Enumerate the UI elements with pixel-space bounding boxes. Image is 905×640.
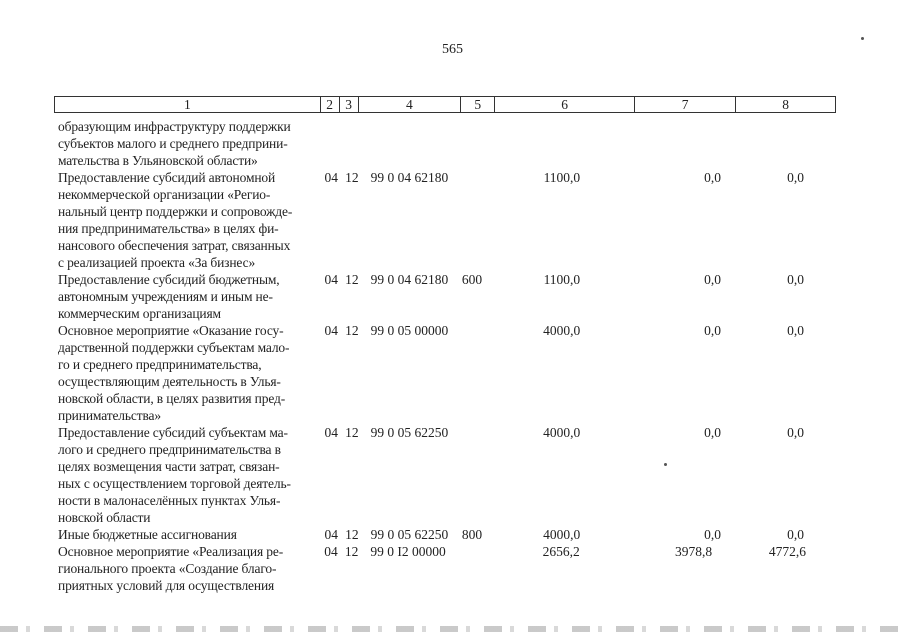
description-line: с реализацией проекта «За бизнес» bbox=[58, 255, 256, 270]
amount-col-6: 4000,0 bbox=[543, 425, 581, 440]
amount-col-8: 4772,6 bbox=[768, 544, 806, 559]
amount-col-7: 0,0 bbox=[704, 425, 721, 440]
description-line: принимательства» bbox=[58, 408, 161, 423]
section-code: 04 bbox=[324, 544, 338, 559]
description-line: нальный центр поддержки и сопровожде- bbox=[58, 204, 293, 219]
description-line: Основное мероприятие «Реализация ре- bbox=[58, 544, 284, 559]
subsection-code: 12 bbox=[345, 272, 359, 287]
amount-col-8 bbox=[737, 118, 836, 169]
description-line: осуществляющим деятельность в Улья- bbox=[58, 374, 281, 389]
description-line: целях возмещения части затрат, связан- bbox=[58, 459, 280, 474]
description-line: субъектов малого и среднего предприни- bbox=[58, 136, 288, 151]
subsection-code: 12 bbox=[345, 323, 359, 338]
row-description bbox=[54, 118, 315, 169]
expense-type-code bbox=[462, 322, 496, 424]
header-col-7: 7 bbox=[635, 97, 737, 112]
header-col-5: 5 bbox=[461, 97, 495, 112]
row-description bbox=[54, 271, 315, 322]
subsection-code bbox=[340, 118, 361, 169]
subsection-code: 12 bbox=[345, 425, 359, 440]
expense-type-code bbox=[462, 424, 496, 526]
section-code: 04 bbox=[324, 527, 338, 542]
table-body bbox=[54, 118, 836, 594]
subsection-code: 12 bbox=[345, 527, 359, 542]
description-line: го и среднего предпринимательства, bbox=[58, 357, 262, 372]
target-article-code: 99 0 04 62180 bbox=[370, 272, 449, 287]
description-line: Предоставление субсидий субъектам ма- bbox=[58, 425, 288, 440]
amount-col-7: 0,0 bbox=[704, 527, 721, 542]
scan-speck bbox=[664, 463, 667, 466]
amount-col-6: 4000,0 bbox=[543, 323, 581, 338]
header-col-3: 3 bbox=[340, 97, 359, 112]
amount-col-7 bbox=[636, 118, 737, 169]
row-description bbox=[54, 526, 315, 543]
header-col-2: 2 bbox=[321, 97, 340, 112]
table-row bbox=[54, 543, 836, 594]
description-line: Предоставление субсидий бюджетным, bbox=[58, 272, 280, 287]
amount-col-8: 0,0 bbox=[787, 323, 805, 338]
header-col-1: 1 bbox=[55, 97, 321, 112]
amount-col-8: 0,0 bbox=[787, 527, 805, 542]
amount-col-6: 2656,2 bbox=[542, 544, 580, 559]
amount-col-7: 0,0 bbox=[704, 170, 721, 185]
amount-col-6 bbox=[495, 118, 636, 169]
description-line: мательства в Ульяновской области» bbox=[58, 153, 258, 168]
description-line: Основное мероприятие «Оказание госу- bbox=[58, 323, 284, 338]
header-col-6: 6 bbox=[495, 97, 634, 112]
amount-col-6: 4000,0 bbox=[543, 527, 581, 542]
section-code bbox=[321, 118, 340, 169]
description-line: новской области, в целях развития пред- bbox=[58, 391, 286, 406]
expense-type-code: 600 bbox=[461, 272, 483, 287]
expense-type-code bbox=[462, 543, 496, 594]
header-col-8: 8 bbox=[782, 97, 790, 112]
description-line: нансового обеспечения затрат, связанных bbox=[58, 238, 291, 253]
description-line: ности в малонаселённых пунктах Улья- bbox=[58, 493, 281, 508]
table-row bbox=[54, 169, 836, 271]
target-article-code: 99 0 04 62180 bbox=[370, 170, 449, 185]
expense-type-code bbox=[462, 118, 496, 169]
amount-col-7: 3978,8 bbox=[675, 544, 713, 559]
row-description bbox=[54, 543, 315, 594]
description-line: ных с осуществлением торговой деятель- bbox=[58, 476, 291, 491]
row-description bbox=[54, 322, 315, 424]
table-row bbox=[54, 322, 836, 424]
description-line: образующим инфраструктуру поддержки bbox=[58, 119, 291, 134]
subsection-code: 12 bbox=[344, 544, 359, 559]
description-line: лого и среднего предпринимательства в bbox=[58, 442, 281, 457]
amount-col-6: 1100,0 bbox=[543, 170, 581, 185]
expense-type-code bbox=[462, 169, 496, 271]
row-description bbox=[54, 424, 315, 526]
table-row bbox=[54, 526, 836, 543]
row-description bbox=[54, 169, 315, 271]
table-row bbox=[54, 118, 836, 169]
target-article-code bbox=[361, 118, 462, 169]
target-article-code: 99 0 05 00000 bbox=[370, 323, 449, 338]
section-code: 04 bbox=[324, 272, 338, 287]
amount-col-7: 0,0 bbox=[704, 323, 721, 338]
amount-col-6: 1100,0 bbox=[543, 272, 581, 287]
scan-speck bbox=[861, 37, 864, 40]
description-line: гионального проекта «Создание благо- bbox=[58, 561, 277, 576]
description-line: ния предпринимательства» в целях фи- bbox=[58, 221, 279, 236]
target-article-code: 99 0 05 62250 bbox=[370, 425, 449, 440]
amount-col-8: 0,0 bbox=[787, 272, 805, 287]
amount-col-8: 0,0 bbox=[787, 170, 805, 185]
description-line: автономным учреждениям и иным не- bbox=[58, 289, 273, 304]
subsection-code: 12 bbox=[345, 170, 359, 185]
amount-col-7: 0,0 bbox=[704, 272, 721, 287]
description-line: приятных условий для осуществления bbox=[58, 578, 275, 593]
amount-col-8: 0,0 bbox=[787, 425, 805, 440]
description-line: новской области bbox=[58, 510, 151, 525]
description-line: Предоставление субсидий автономной bbox=[58, 170, 276, 185]
section-code: 04 bbox=[324, 170, 338, 185]
section-code: 04 bbox=[324, 425, 338, 440]
section-code: 04 bbox=[324, 323, 338, 338]
description-line: коммерческим организациям bbox=[58, 306, 221, 321]
description-line: дарственной поддержки субъектам мало- bbox=[58, 340, 290, 355]
page-number: 565 bbox=[442, 42, 463, 57]
table-header bbox=[54, 96, 836, 113]
description-line: некоммерческой организации «Регио- bbox=[58, 187, 271, 202]
table-row bbox=[54, 271, 836, 322]
table-row bbox=[54, 424, 836, 526]
expense-type-code: 800 bbox=[461, 527, 483, 542]
description-line: Иные бюджетные ассигнования bbox=[58, 527, 237, 542]
target-article-code: 99 0 05 62250 bbox=[370, 527, 449, 542]
target-article-code: 99 0 I2 00000 bbox=[370, 544, 446, 559]
scan-edge-artifact bbox=[0, 626, 905, 632]
header-col-4: 4 bbox=[359, 97, 461, 112]
